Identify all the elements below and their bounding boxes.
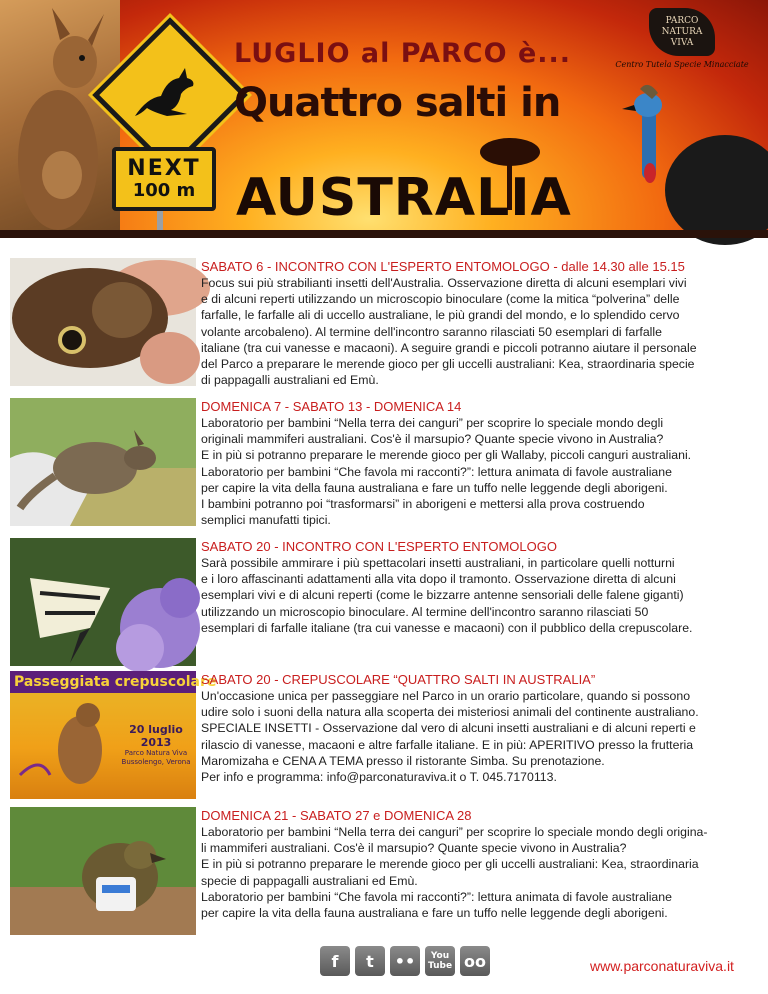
event-text-1 [201, 258, 761, 388]
kangaroo-photo [0, 0, 120, 238]
youtube-icon[interactable]: You Tube [425, 946, 455, 976]
banner-title: Quattro salti in [234, 80, 561, 126]
sign-distance-text: 100 m [132, 180, 196, 201]
cassowary-photo [600, 85, 768, 235]
banner-line1: LUGLIO al PARCO è... [234, 38, 572, 69]
kea-parrot-photo [10, 807, 196, 935]
event-heading: SABATO 6 - INCONTRO CON L'ESPERTO ENTOMOLOGO - dalle 14.30 alle 15.15 [201, 259, 685, 274]
event-text-5 [201, 807, 761, 921]
sign-next-text: NEXT [127, 156, 201, 181]
event-heading: DOMENICA 7 - SABATO 13 - DOMENICA 14 [201, 399, 462, 414]
parco-natura-viva-logo [612, 8, 752, 78]
butterfly-photo [10, 258, 196, 386]
event-body: Un'occasione unica per passeggiare nel Parco in un orario particolare, quando si possono udire solo i suoni della natura alla scoperta dei misteriosi animali del continente australiano. SPECIALE INSETTI - Osservazione dal vero di alcuni insetti australiani e di alcuni reperti e rilascio di vanesse, macaoni e altre farfalle italiane. E in più: APERITIVO presso la frutteria Maromizaha e CENA A TEMA presso il ristorante Simba. Su prenotazione. Per info e programma: info@parconaturaviva.it o T. 045.7170113. [201, 689, 699, 785]
event-text-4 [201, 671, 761, 785]
facebook-icon[interactable]: f [320, 946, 350, 976]
event-body: Focus sui più strabilianti insetti dell'Australia. Osservazione diretta di alcuni esemplari vivi e di alcuni reperti utilizzando un microscopio binoculare (come la mitica “polverina” delle farfalle, le farfalle ali di uccello australiane, le più grandi del mondo, e lo splendido cervo volante arcobaleno). Al termine dell'incontro saranno rilasciati 50 esemplari di farfalle italiane (tra cui vanesse e macaoni). A seguire grandi e piccoli potranno aiutare il personale del Parco a preparare le merende gioco per gli uccelli australiani: Kea, straordinaria specie di pappagalli australiani ed Emù. [201, 276, 697, 388]
poster-info [118, 723, 194, 767]
wallaby-photo [10, 398, 196, 526]
twitter-icon[interactable]: t [355, 946, 385, 976]
banner-australia: AUSTRALIA [236, 168, 572, 228]
event-body: Sarà possibile ammirare i più spettacolari insetti australiani, in particolare quelli notturni e i loro affascinanti adattamenti alla vita dopo il tramonto. Osservazione diretta di alcuni esemplari vivi e di alcuni reperti (come le bizzarre antenne sensoriali delle falene giganti) utilizzando un microscopio binoculare. Al termine dell'incontro saranno rilasciati 50 esemplari di farfalle italiane (tra cui vanesse e macaoni) con il pubblico della crepuscolare. [201, 556, 693, 635]
event-body: Laboratorio per bambini “Nella terra dei canguri” per scoprire lo speciale mondo degli originali mammiferi australiani. Cos'è il marsupio? Quante specie vivono in Australia? E in più si potranno preparare le merende gioco per gli Wallaby, piccoli canguri australiani. Laboratorio per bambini “Che favola mi racconti?”: lettura animata di favole australiane per capire la vita della fauna australiana e fare un tuffo nelle leggende degli aborigeni. I bambini potranno poi “trasformarsi” in aborigeni e mettersi alla prova costruendo semplici manufatti tipici. [201, 416, 692, 528]
event-text-3 [201, 538, 761, 636]
flickr-icon[interactable]: •• [390, 946, 420, 976]
event-text-2 [201, 398, 761, 528]
logo-subtitle: Centro Tutela Specie Minacciate [615, 60, 749, 69]
header-banner [0, 0, 768, 238]
website-link[interactable]: www.parconaturaviva.it [590, 958, 734, 974]
event-heading: DOMENICA 21 - SABATO 27 e DOMENICA 28 [201, 808, 472, 823]
event-body: Laboratorio per bambini “Nella terra dei canguri” per scoprire lo speciale mondo degli origina- li mammiferi australiani. Cos'è il marsupio? Quante specie vivono in Australia? E in più si potranno preparare le merende gioco per gli uccelli australiani: Kea, straordinaria specie di pappagalli australiani ed Emù. Laboratorio per bambini “Che favola mi racconti?”: lettura animata di favole australiane per capire la vita della fauna australiana e fare un tuffo nelle leggende degli aborigeni. [201, 825, 708, 921]
banner-bottom-strip [0, 230, 768, 238]
kangaroo-icon [127, 56, 203, 122]
social-icons [320, 946, 490, 976]
event-heading: SABATO 20 - INCONTRO CON L'ESPERTO ENTOMOLOGO [201, 539, 557, 554]
crepuscolare-poster [10, 671, 217, 799]
poster-title: Passeggiata crepuscolare [10, 671, 196, 693]
event-heading: SABATO 20 - CREPUSCOLARE “QUATTRO SALTI IN AUSTRALIA” [201, 672, 596, 687]
logo-mark: PARCO NATURA VIVA [649, 8, 715, 56]
tripadvisor-icon[interactable]: oo [460, 946, 490, 976]
next-sign [112, 147, 216, 211]
swallowtail-butterfly-photo [10, 538, 196, 666]
poster-place: Parco Natura Viva Bussolengo, Verona [121, 749, 191, 766]
poster-date: 20 luglio 2013 [129, 723, 183, 749]
